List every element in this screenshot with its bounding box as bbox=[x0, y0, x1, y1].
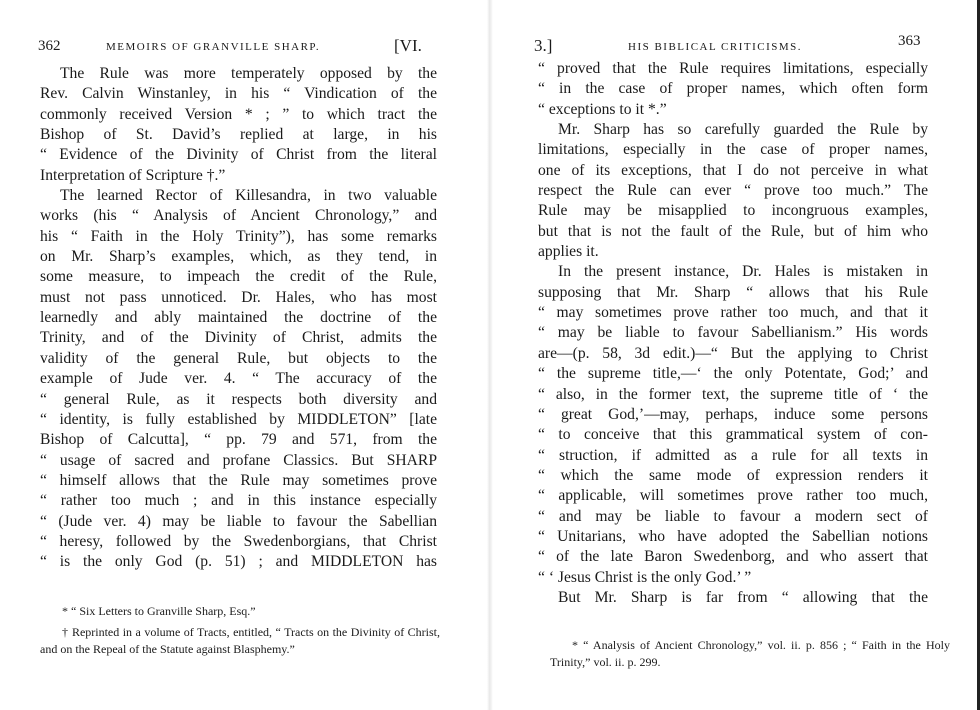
text-line: must not pass unnoticed. Dr. Hales, who has most bbox=[40, 288, 437, 306]
text-line: applies it. bbox=[538, 243, 599, 261]
text-line: supposing that Mr. Sharp “ allows that his Rule bbox=[538, 283, 928, 301]
running-head: MEMOIRS OF GRANVILLE SHARP. bbox=[106, 41, 321, 53]
text-line: “ also, in the former text, the supreme title of ‘ the bbox=[538, 385, 928, 403]
text-line: works (his “ Analysis of Ancient Chronology,” and bbox=[40, 207, 437, 225]
text-line: validity of the general Rule, but objects to the bbox=[40, 349, 437, 367]
footnote: * “ Analysis of Ancient Chronology,” vol. ii. p. 856 ; “ Faith in the Holy Trinity,” vol. ii. p. 299. bbox=[550, 638, 950, 669]
text-line: In the present instance, Dr. Hales is mistaken in bbox=[558, 263, 928, 281]
text-line: “ heresy, followed by the Swedenborgians, that Christ bbox=[40, 532, 437, 550]
section-number: 3.] bbox=[534, 36, 553, 55]
left-page-body bbox=[40, 64, 437, 573]
text-line: “ in the case of proper names, which often form bbox=[538, 80, 928, 98]
text-line: “ Unitarians, who have adopted the Sabellian notions bbox=[538, 527, 928, 545]
left-page-header bbox=[0, 36, 490, 58]
text-line: “ of the late Baron Swedenborg, and who assert that bbox=[538, 548, 928, 566]
text-line: “ ‘ Jesus Christ is the only God.’ ” bbox=[538, 568, 752, 586]
text-line: “ great God,’—may, perhaps, induce some persons bbox=[538, 405, 928, 423]
text-line: “ proved that the Rule requires limitations, especially bbox=[538, 60, 928, 77]
text-line: Interpretation of Scripture †.” bbox=[40, 166, 226, 184]
section-number: [VI. bbox=[394, 36, 422, 55]
left-page-footnotes bbox=[40, 603, 440, 662]
text-line: “ struction, if admitted as a rule for all texts in bbox=[538, 446, 928, 464]
text-line: The learned Rector of Killesandra, in two valuable bbox=[60, 187, 437, 205]
text-line: example of Jude ver. 4. “ The accuracy of the bbox=[40, 370, 437, 388]
text-line: “ which the same mode of expression renders it bbox=[538, 466, 928, 484]
text-line: The Rule was more temperately opposed by the bbox=[60, 65, 437, 82]
text-line: “ may be liable to favour Sabellianism.” His words bbox=[538, 324, 928, 342]
text-line: “ identity, is fully established by MIDDLETON” [late bbox=[40, 410, 437, 428]
text-line: limitations, especially in the case of proper names, bbox=[538, 141, 928, 159]
text-line: “ to conceive that this grammatical system of con- bbox=[538, 426, 928, 444]
footnote: * “ Six Letters to Granville Sharp, Esq.” bbox=[62, 604, 256, 618]
text-line: “ and may be liable to favour a modern sect of bbox=[538, 507, 928, 525]
text-line: “ is the only God (p. 51) ; and MIDDLETON has bbox=[40, 553, 437, 571]
right-page-header bbox=[490, 33, 980, 58]
text-line: “ Evidence of the Divinity of Christ from the literal bbox=[40, 146, 437, 164]
text-line: “ exceptions to it *.” bbox=[538, 100, 667, 118]
text-line: his “ Faith in the Holy Trinity”), has some remarks bbox=[40, 227, 437, 245]
text-line: “ the supreme title,—‘ the only Potentate, God;’ and bbox=[538, 365, 928, 383]
text-line: learnedly and ably maintained the doctrine of the bbox=[40, 309, 437, 327]
right-page-body bbox=[538, 59, 928, 608]
text-line: but that is not the fault of the Rule, but of him who bbox=[538, 222, 928, 240]
text-line: “ general Rule, as it respects both diversity and bbox=[40, 390, 437, 408]
text-line: Bishop of St. David’s replied at large, in his bbox=[40, 126, 437, 144]
text-line: on Mr. Sharp’s examples, which, as they tend, in bbox=[40, 248, 437, 266]
text-line: “ usage of sacred and profane Classics. But SHARP bbox=[40, 451, 437, 469]
text-line: “ may sometimes prove rather too much, and that it bbox=[538, 304, 928, 322]
text-line: respect the Rule can ever “ prove too much.” The bbox=[538, 182, 928, 200]
right-page bbox=[490, 0, 980, 710]
text-line: Bishop of Calcutta], “ pp. 79 and 571, from the bbox=[40, 431, 437, 449]
text-line: “ (Jude ver. 4) may be liable to favour the Sabellian bbox=[40, 512, 437, 530]
text-line: are—(p. 58, 3d edit.)—“ But the applying to Christ bbox=[538, 344, 928, 362]
text-line: some measure, to impeach the credit of the Rule, bbox=[40, 268, 437, 286]
text-line: Rule may be misapplied to incongruous examples, bbox=[538, 202, 928, 220]
text-line: one of its exceptions, that I do not perceive in what bbox=[538, 161, 928, 179]
right-page-footnotes bbox=[550, 637, 950, 675]
text-line: Trinity, and of the Divinity of Christ, admits the bbox=[40, 329, 437, 347]
page-number: 362 bbox=[38, 38, 61, 54]
text-line: “ applicable, will sometimes prove rather too much, bbox=[538, 487, 928, 505]
running-head: HIS BIBLICAL CRITICISMS. bbox=[628, 41, 803, 53]
text-line: Mr. Sharp has so carefully guarded the Rule by bbox=[558, 121, 928, 139]
text-line: Rev. Calvin Winstanley, in his “ Vindication of the bbox=[40, 85, 437, 103]
text-line: “ rather too much ; and in this instance especially bbox=[40, 492, 437, 510]
text-line: commonly received Version * ; ” to which tract the bbox=[40, 105, 437, 123]
footnote: † Reprinted in a volume of Tracts, entitled, “ Tracts on the Divinity of Christ, and on the Repeal of the Statute against Blasphemy.” bbox=[40, 625, 440, 656]
page-number: 363 bbox=[898, 33, 921, 49]
text-line: But Mr. Sharp is far from “ allowing that the bbox=[558, 588, 928, 606]
text-line: “ himself allows that the Rule may sometimes prove bbox=[40, 471, 437, 489]
